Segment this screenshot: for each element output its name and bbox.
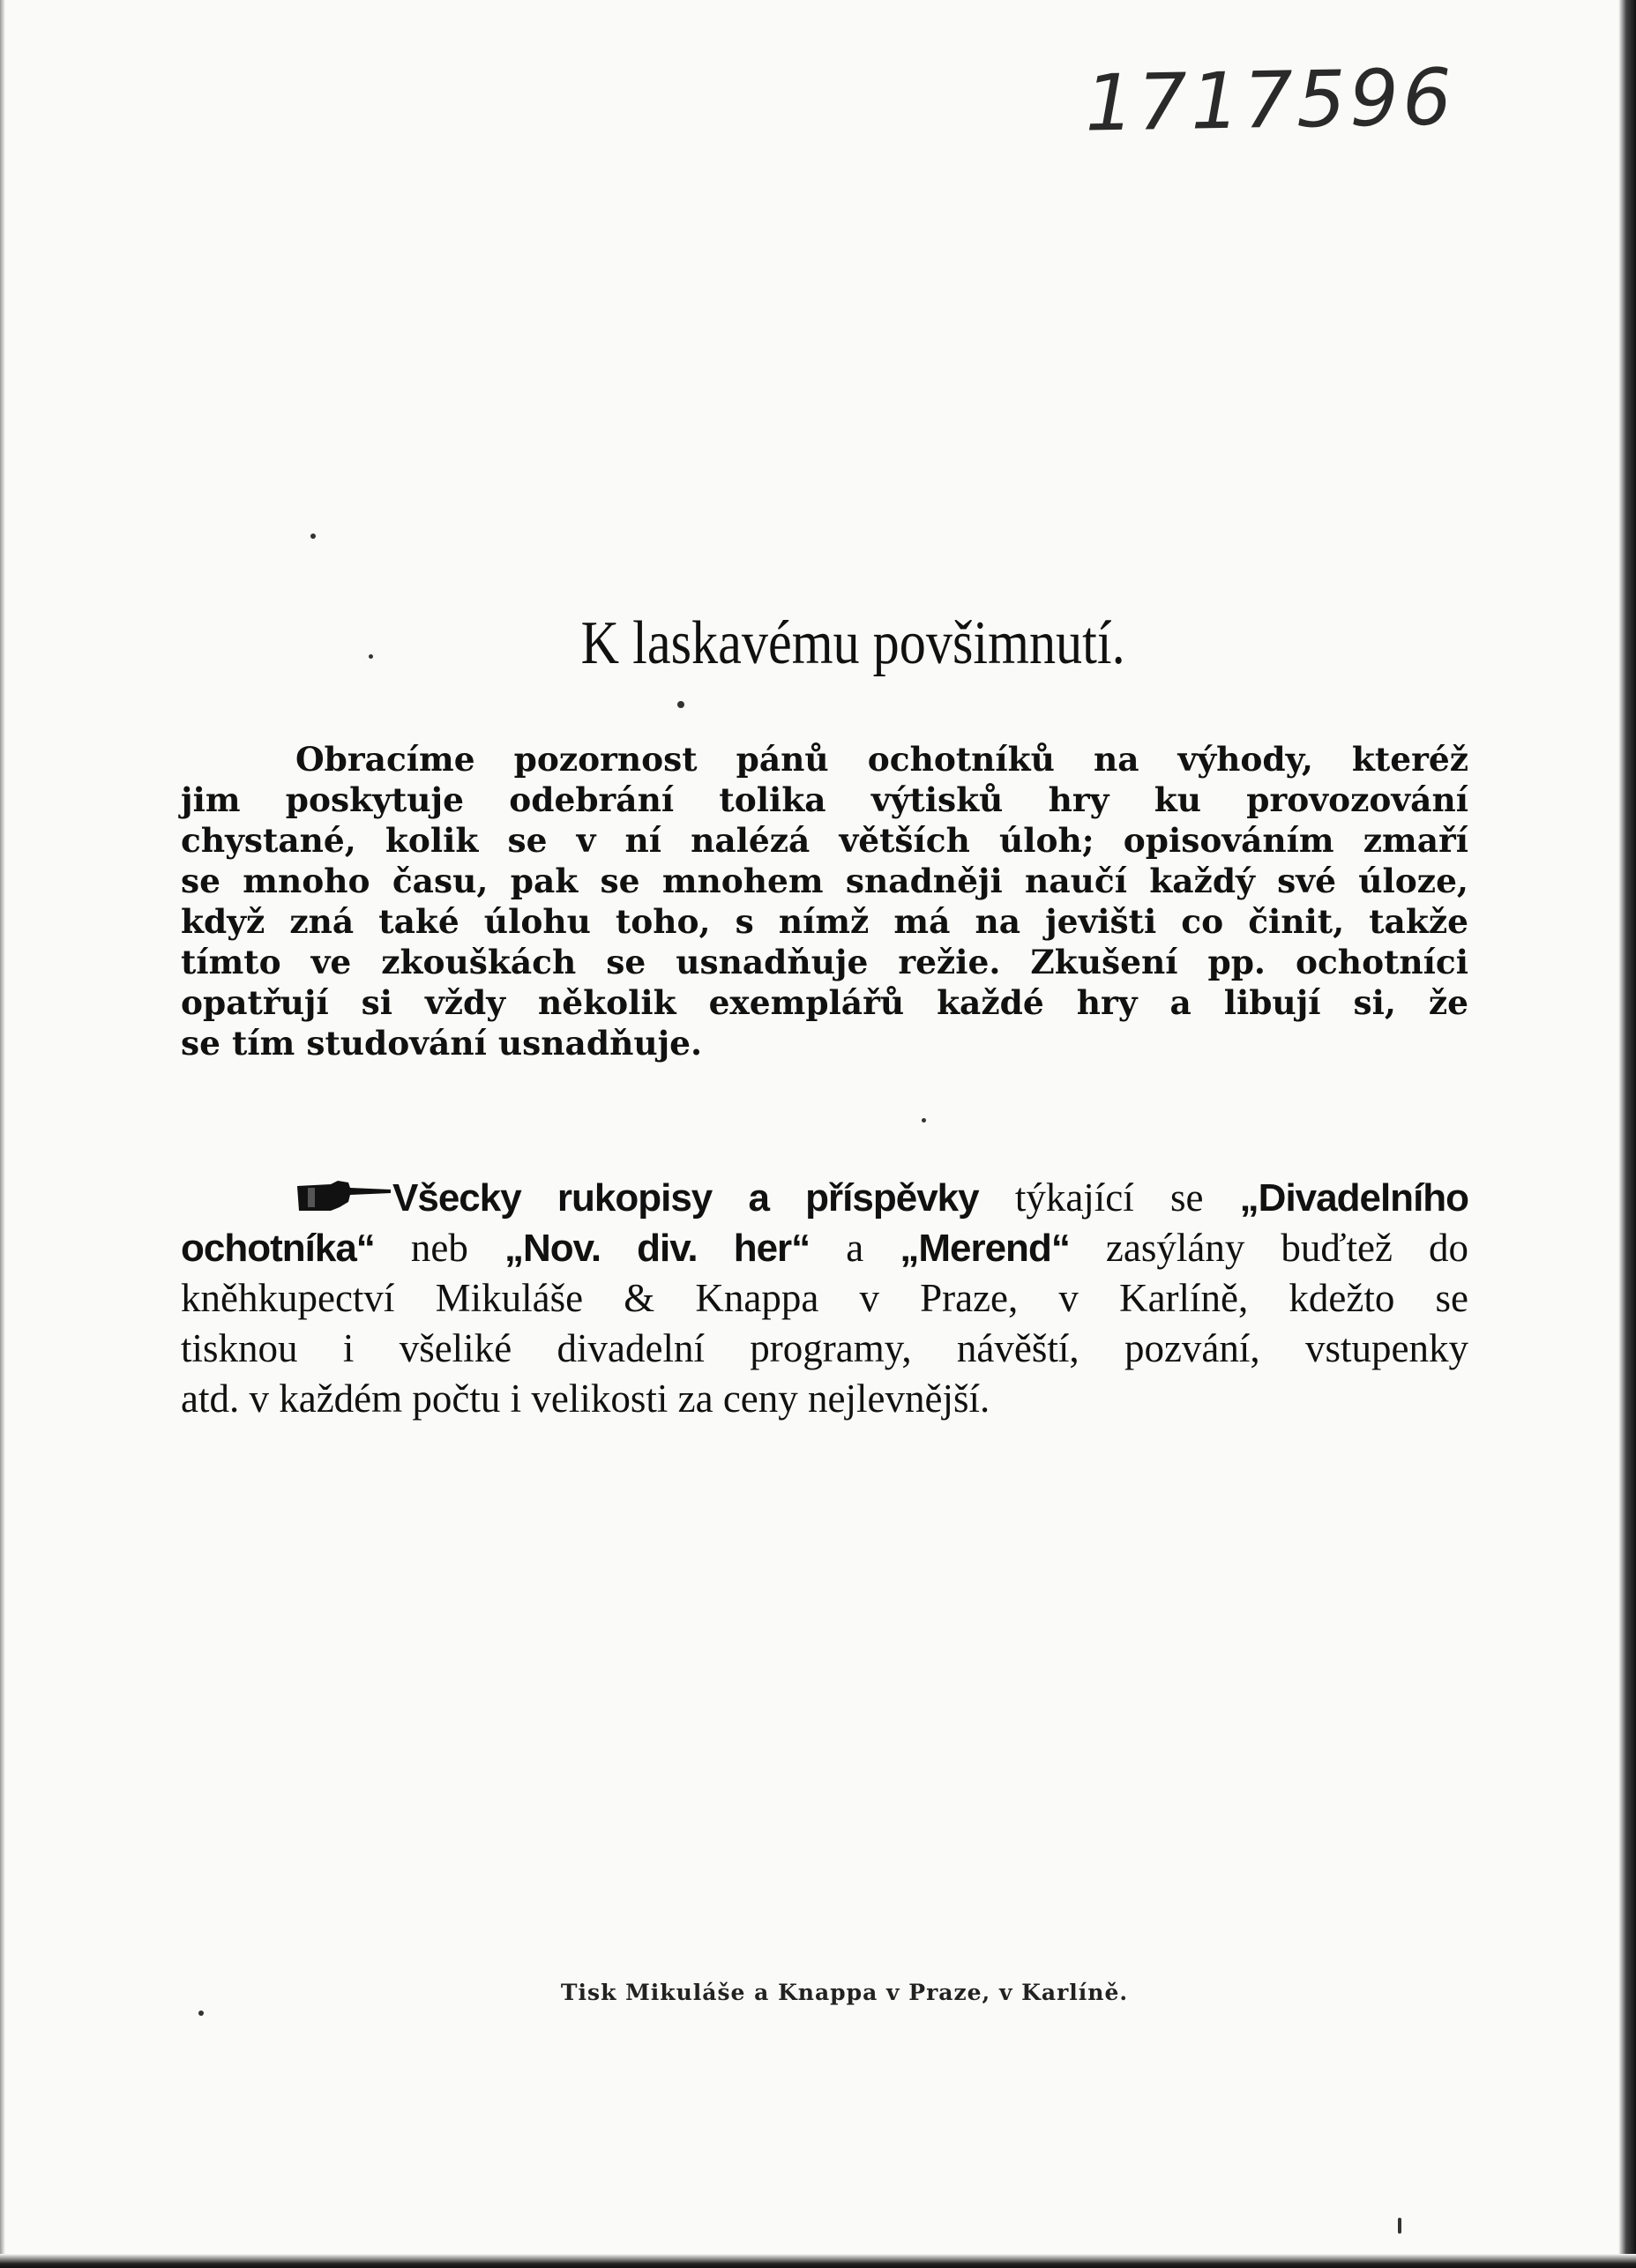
paragraph-segment: „Nov. div. her“ xyxy=(504,1227,811,1270)
paragraph-segment: neb xyxy=(410,1226,468,1270)
notice-paragraph xyxy=(181,739,1468,1063)
ink-speck xyxy=(198,2011,204,2016)
paragraph-segment: „Merend“ xyxy=(900,1227,1070,1270)
paragraph-line: chystané, kolik se v ní nalézá větších úloh; opisováním zmaří xyxy=(181,821,1468,860)
ink-speck xyxy=(310,533,316,539)
page-edge-left xyxy=(0,0,5,2268)
paragraph-line xyxy=(181,1223,1468,1273)
paragraph-segment: zasýlány buďtež do xyxy=(1105,1226,1469,1270)
paragraph-line: se mnoho času, pak se mnohem snadněji naučí každý své úloze, xyxy=(181,862,1468,900)
printer-imprint xyxy=(0,1980,1636,2005)
paragraph-segment: a xyxy=(748,1176,769,1220)
paragraph-line: se tím studování usnadňuje. xyxy=(181,1024,703,1063)
ink-speck xyxy=(1398,2218,1401,2234)
printer-imprint-text: Tisk Mikuláše a Knappa v Praze, v Karlíně. xyxy=(560,1980,1129,2005)
pointing-hand-icon xyxy=(295,1179,392,1214)
page-title-text: K laskavému povšimnutí. xyxy=(580,609,1125,677)
submission-paragraph xyxy=(181,1173,1468,1424)
paragraph-line xyxy=(181,1173,1468,1223)
paragraph-segment: ochotníka“ xyxy=(181,1227,375,1270)
page-edge-right xyxy=(1618,0,1636,2268)
paragraph-line: jim poskytuje odebrání tolika výtisků hry ku provozování xyxy=(181,780,1468,819)
ink-speck xyxy=(922,1118,926,1123)
ink-speck xyxy=(677,701,684,708)
page-edge-bottom xyxy=(0,2254,1636,2268)
paragraph-segment: a xyxy=(846,1226,864,1270)
page-title xyxy=(119,608,1526,679)
archive-number: 1717596 xyxy=(1084,51,1456,149)
paragraph-segment: příspěvky xyxy=(805,1176,979,1220)
paragraph-line: atd. v každém počtu i velikosti za ceny nejlevnější. xyxy=(181,1376,990,1421)
paragraph-segment: Všecky rukopisy xyxy=(392,1176,713,1220)
paragraph-line: tisknou i všeliké divadelní programy, návěští, pozvání, vstupenky xyxy=(181,1326,1468,1370)
paragraph-line: tímto ve zkouškách se usnadňuje režie. Zkušení pp. ochotníci xyxy=(181,943,1468,981)
paragraph-line: Obracíme pozornost pánů ochotníků na výhody, kteréž xyxy=(295,740,1468,779)
paragraph-line: opatřují si vždy několik exemplářů každé hry a libují si, že xyxy=(181,983,1468,1022)
paragraph-line: když zná také úlohu toho, s nímž má na jevišti co činit, takže xyxy=(181,902,1468,941)
paragraph-segment: „Divadelního xyxy=(1239,1176,1469,1220)
paragraph-segment: týkající se xyxy=(1014,1175,1204,1220)
paragraph-line: kněhkupectví Mikuláše & Knappa v Praze, v Karlíně, kdežto se xyxy=(181,1276,1468,1320)
